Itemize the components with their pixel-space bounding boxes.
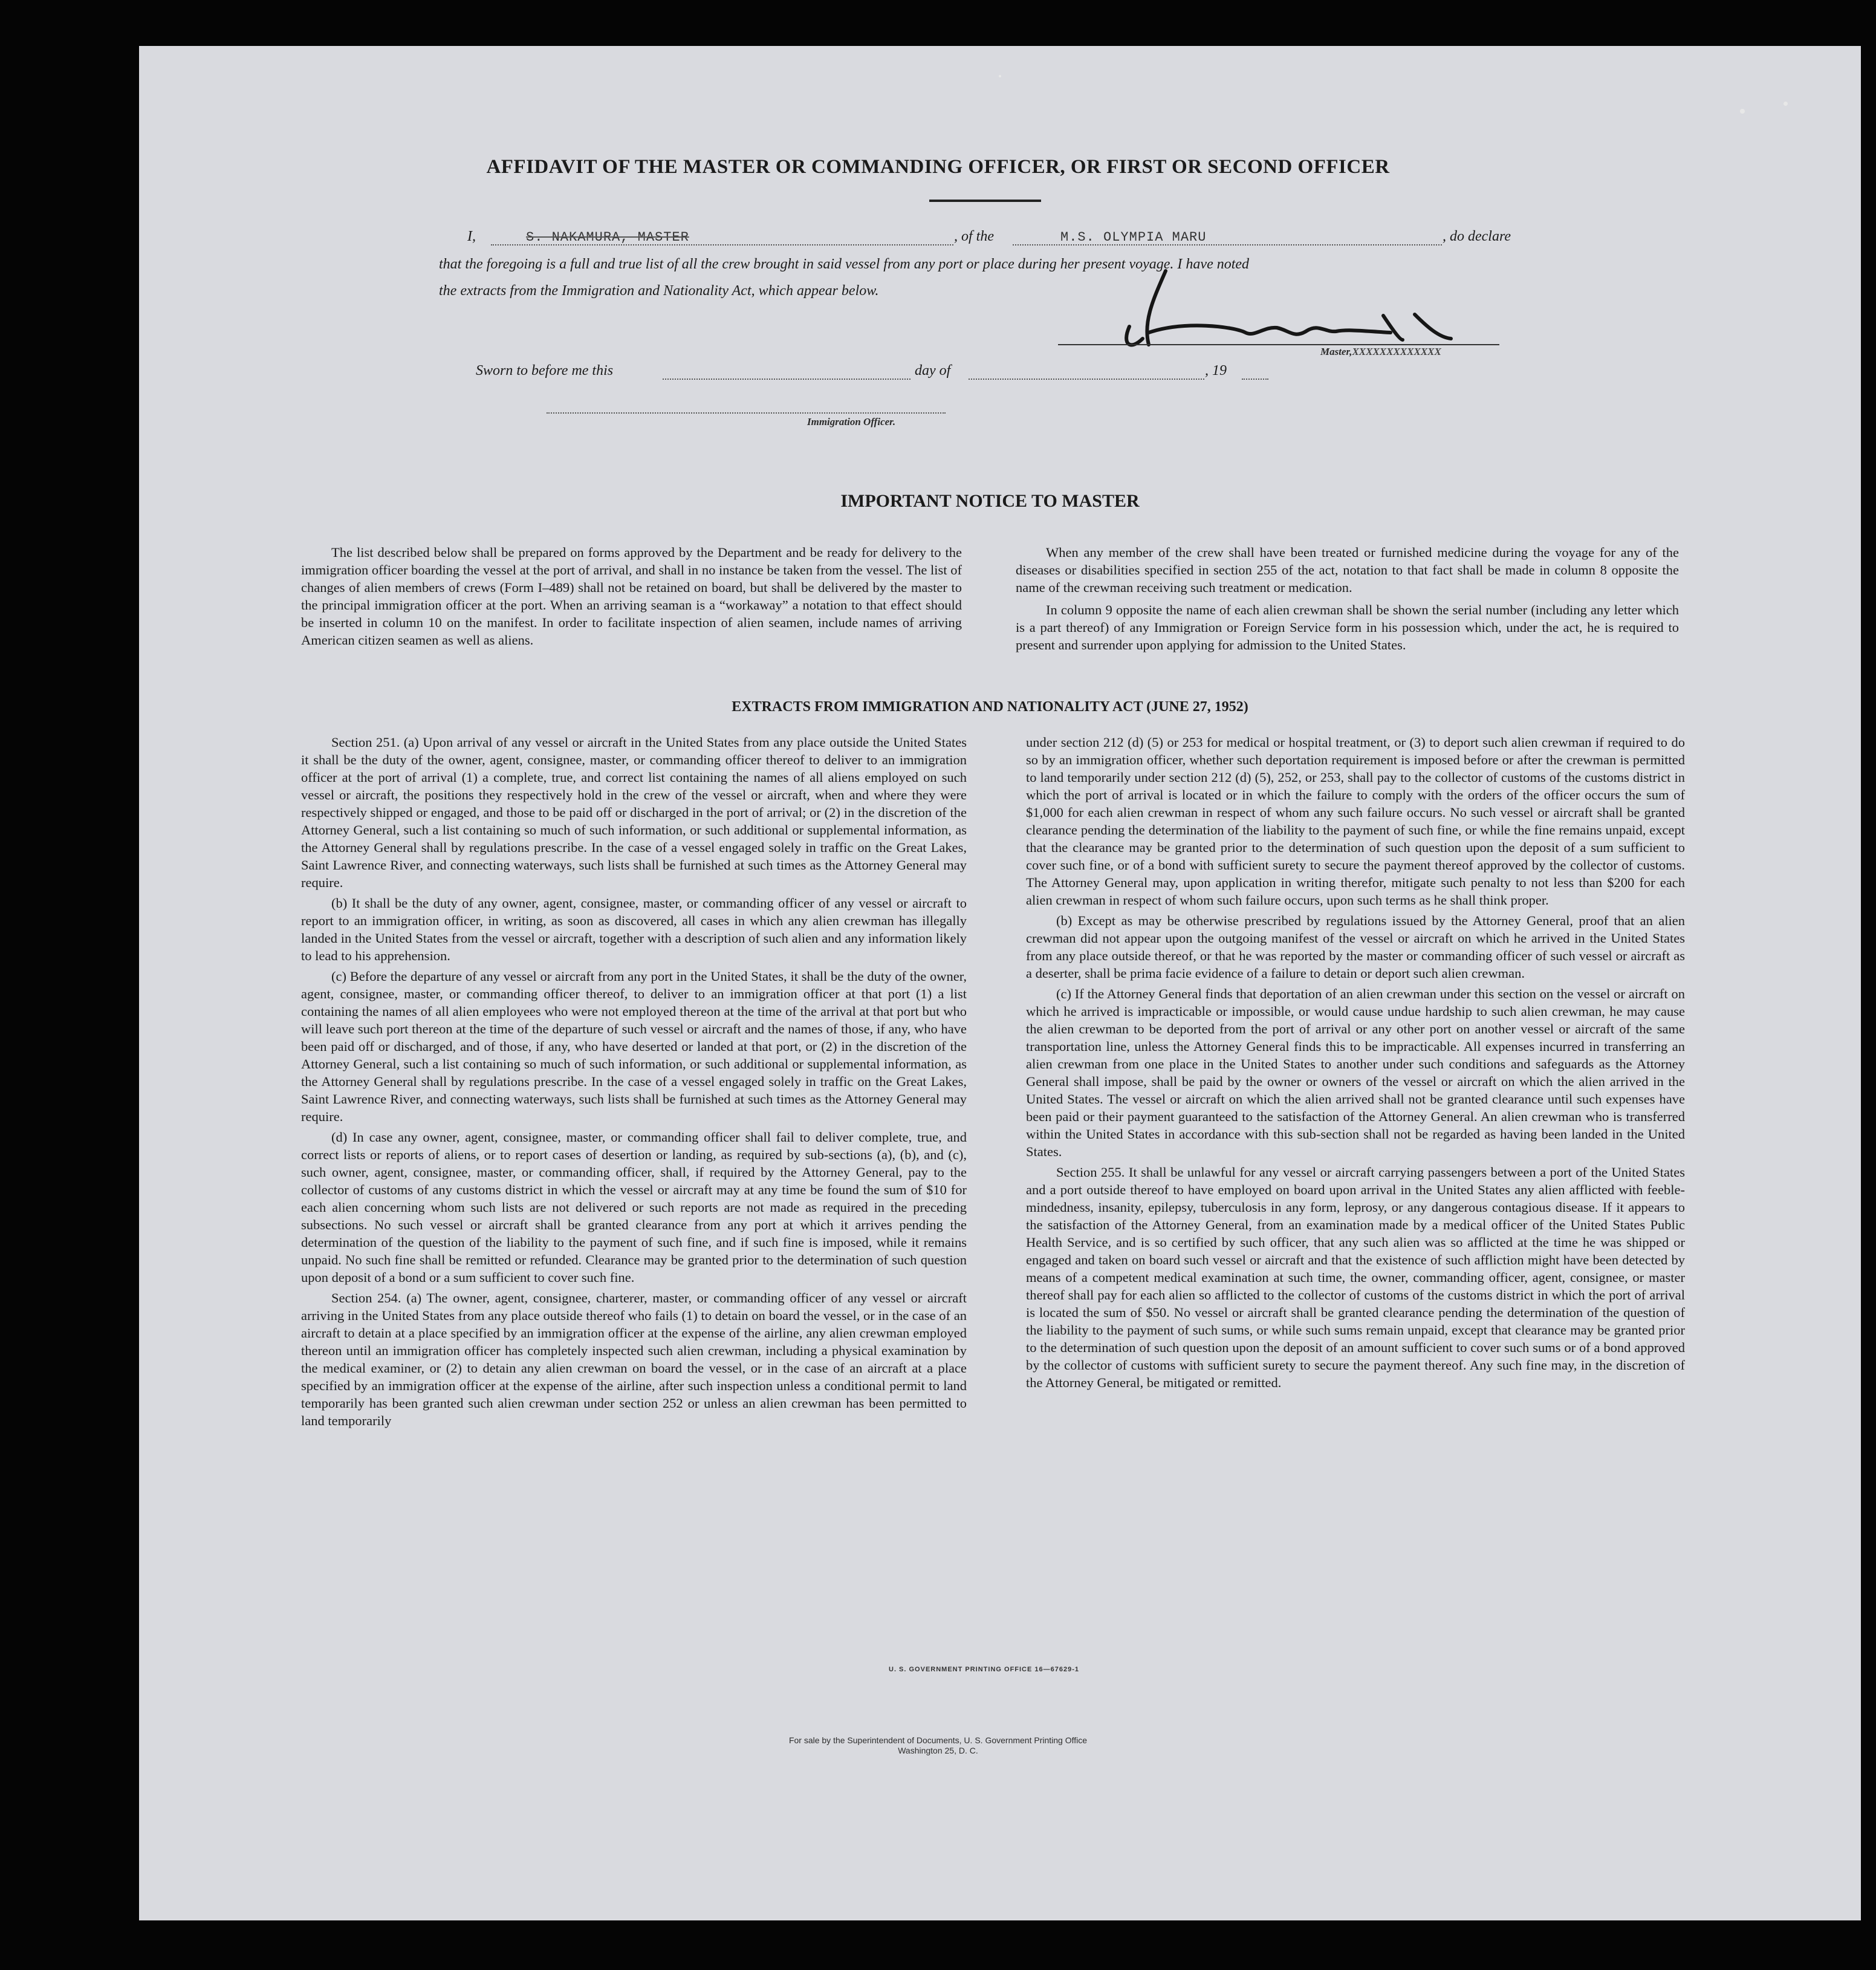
notice-left-paragraph: The list described below shall be prepared on forms approved by the Department and be ready for delivery to the immigration officer boarding the vessel at the port of arrival, and shall in no instance be taken from the vessel. The list of changes of alien members of crews (Form I–489) shall not be retained on board, but shall be delivered by the master to the principal immigration officer at the port. When an arriving seaman is a “workaway” a notation to that effect should be inserted in column 10 on the manifest. In order to facilitate inspection of alien seamen, include names of arriving American citizen seamen as well as aliens. xyxy=(301,545,962,648)
sworn-label: Sworn to before me this xyxy=(476,363,614,379)
section-255: Section 255. It shall be unlawful for any vessel or aircraft carrying passengers between a port of the United States and a port outside thereof to have employed on board upon arrival in the United States any alien afflicted with feeble-mindedness, insanity, epilepsy, tuberculosis in any form, leprosy, or any dangerous contagious disease. If it appears to the satisfaction of the Attorney General, from an examination made by a medical officer of the United States Public Health Service, and is so certified by such officer, that any such alien was so afflicted at the time he was shipped or engaged and taken on board such vessel or aircraft and that the existence of such affliction might have been detected by means of a competent medical examination at such time, the owner, commanding officer, agent, consignee, or master thereof shall pay for each alien so afflicted to the collector of customs of the customs district in which the port of arrival is located the sum of $50. No vessel or aircraft shall be granted clearance pending the determination of the question of the liability to the payment of such sums, or while such sums remain unpaid, except that clearance may be granted prior to the determination of such question upon the deposit of an amount sufficient to cover such sums or of a bond approved by the collector of customs with sufficient surety to secure the payment thereof. Any such fine may, in the discretion of the Attorney General, be mitigated or remitted. xyxy=(1026,1165,1685,1390)
section-254-b: (b) Except as may be otherwise prescribed by regulations issued by the Attorney General, proof that an alien crewman did not appear upon the outgoing manifest of the vessel or aircraft on which he arrived in the United States from any place outside thereof, or that he was reported by the master or commanding officer of such vessel or aircraft as a deserter, shall be prima facie evidence of a failure to detain or deport such alien crewman. xyxy=(1026,913,1685,981)
notice-right-paragraph: When any member of the crew shall have been treated or furnished medicine during the voyage for any of the diseases or disabilities specified in section 255 of the act, notation to that fact shall be made in column 8 opposite the name of the crewman receiving such treatment or medication. xyxy=(1016,545,1679,595)
affidavit-title: AFFIDAVIT OF THE MASTER OR COMMANDING OFFICER, OR FIRST OR SECOND OFFICER xyxy=(486,156,1390,178)
gpo-imprint: U. S. GOVERNMENT PRINTING OFFICE 16—67629-1 xyxy=(889,1666,1080,1673)
extracts-right-column xyxy=(1026,733,1685,1394)
section-251-b: (b) It shall be the duty of any owner, agent, consignee, master, or commanding officer of any vessel or aircraft to report to an immigration officer, in writing, as soon as discovered, all cases in which any alien crewman has illegally landed in the United States from the vessel or aircraft, together with a description of such alien and any information likely to lead to his apprehension. xyxy=(301,896,967,963)
notice-left-column xyxy=(301,544,962,652)
section-251-c: (c) Before the departure of any vessel or aircraft from any port in the United States, it shall be the duty of the owner, agent, consignee, master, or commanding officer thereof, to deliver to an immigration officer at that port (1) a list containing the names of all alien employees who were not employed thereon at the time of the arrival at that port but who will leave such port thereon at the time of the departure of such vessel or aircraft and the names of those, if any, who have been paid off or discharged, and of those, if any, who have deserted or landed at that port, or (2) in the discretion of the Attorney General, such a list containing so much of such information, or such additional or supplemental information, as the Attorney General shall by regulations prescribe. In the case of a vessel engaged solely in traffic on the Great Lakes, Saint Lawrence River, and connecting waterways, such lists shall be furnished at such times as the Attorney General may require. xyxy=(301,969,967,1124)
section-254-a-continued: under section 212 (d) (5) or 253 for medical or hospital treatment, or (3) to deport such alien crewman if required to do so by an immigration officer, whether such deportation requirement is imposed before or after the crewman is permitted to land temporarily under section 212 (d) (5), 252, or 253, shall pay to the collector of customs of the customs district in which the port of arrival is located or in which the failure to comply with the orders of the officer occurs the sum of $1,000 for each alien crewman in respect of whom any such failure occurs. No such vessel or aircraft shall be granted clearance pending the determination of the liability to the payment of such fine, or while the fine remains unpaid, except that the clearance may be granted prior to the determination of such question upon the deposit of a sum sufficient to cover such fine, or of a bond with sufficient surety to secure the payment thereof approved by the collector of customs. The Attorney General may, upon application in writing therefor, mitigate such penalty to not less than $200 for each alien crewman in respect of whom such failure occurs, upon such terms as he shall think proper. xyxy=(1026,735,1685,908)
section-251-a: Section 251. (a) Upon arrival of any vessel or aircraft in the United States from any place outside the United States it shall be the duty of the owner, agent, consignee, master, or commanding officer thereof to deliver to an immigration officer at the port of arrival (1) a complete, true, and correct list containing the names of all aliens employed on such vessel or aircraft, the positions they respectively hold in the crew of the vessel or aircraft, when and where they were respectively shipped or engaged, and those to be paid off or discharged in the port of arrival; or (2) in the discretion of the Attorney General, such a list containing so much of such information, or such additional or supplemental information, as the Attorney General shall by regulations prescribe. In the case of a vessel engaged solely in traffic on the Great Lakes, Saint Lawrence River, and connecting waterways, such lists shall be furnished at such times as the Attorney General may require. xyxy=(301,735,967,890)
master-signature xyxy=(1052,260,1511,357)
do-declare-label: , do declare xyxy=(1443,229,1511,244)
section-251-d: (d) In case any owner, agent, consignee, master, or commanding officer shall fail to deliver complete, true, and correct lists or reports of aliens, or to report cases of desertion or landing, as required by sub-sections (a), (b), and (c), such owner, agent, consignee, master, or commanding officer, shall, if required by the Attorney General, pay to the collector of customs of any customs district in which the vessel or aircraft may at any time be found the sum of $10 for each alien concerning whom such lists are not delivered or such reports are not made as required in the preceding subsections. No such vessel or aircraft shall be granted clearance from any port at which it arrives pending the determination of the question of the liability to the payment of such fine, and if such fine is imposed, while it remains unpaid. No such fine shall be remitted or refunded. Clearance may be granted prior to the determination of such question upon deposit of a bond or a sum sufficient to cover such fine. xyxy=(301,1130,967,1285)
declaration-line-2: that the foregoing is a full and true list of all the crew brought in said vessel from any port or place during her present voyage. I have noted xyxy=(439,256,1250,272)
scan-speck xyxy=(999,75,1001,77)
scan-speck xyxy=(1740,109,1745,114)
sworn-month-line xyxy=(969,379,1204,380)
i-label: I, xyxy=(467,229,476,244)
section-254-c: (c) If the Attorney General finds that deportation of an alien crewman under this section on the vessel or aircraft on which he arrived is impracticable or impossible, or would cause undue hardship to such alien crewman, he may cause the alien crewman to be deported from the port of arrival or any other port on another vessel or aircraft of the same transportation line, unless the Attorney General finds this to be impracticable. All expenses incurred in transferring an alien crewman from one place in the United States to another under such conditions and safeguards as the Attorney General shall impose, shall be paid by the owner or owners of the vessel or aircraft on which the alien arrived in the United States. The vessel or aircraft on which the alien arrived shall not be granted clearance until such expenses have been paid or their payment guaranteed to the satisfaction of the Attorney General. An alien crewman who is transferred within the United States in accordance with this sub-section shall not be regarded as having been landed in the United States. xyxy=(1026,986,1685,1159)
notice-title: IMPORTANT NOTICE TO MASTER xyxy=(840,491,1140,511)
extracts-left-column xyxy=(301,733,967,1432)
notice-right-column xyxy=(1016,544,1679,657)
struck-title-text: XXXXXXXXXXXXX xyxy=(1352,346,1441,357)
declaration-line-3: the extracts from the Immigration and Nationality Act, which appear below. xyxy=(439,283,879,299)
sworn-year-line xyxy=(1242,379,1268,380)
master-name-field[interactable]: S. NAKAMURA, MASTER xyxy=(526,230,689,245)
sale-notice-line-1: For sale by the Superintendent of Documents, U. S. Government Printing Office xyxy=(788,1735,1088,1745)
of-the-label: , of the xyxy=(954,229,994,244)
vessel-name-field[interactable]: M.S. OLYMPIA MARU xyxy=(1060,230,1207,245)
title-rule xyxy=(929,200,1041,202)
master-label: Master,XXXXXXXXXXXXX xyxy=(1320,346,1441,357)
sale-notice-line-2: Washington 25, D. C. xyxy=(898,1746,978,1755)
extracts-title: EXTRACTS FROM IMMIGRATION AND NATIONALITY ACT (JUNE 27, 1952) xyxy=(732,699,1248,715)
scan-speck xyxy=(1783,102,1788,106)
section-254-a: Section 254. (a) The owner, agent, consignee, charterer, master, or commanding officer of any vessel or aircraft arriving in the United States from any place outside thereof who fails (1) to detain on board the vessel, or in the case of an aircraft to detain at a place specified by an immigration officer at the expense of the airline, any alien crewman employed thereon until an immigration officer has completely inspected such alien crewman, including a physical examination by the medical examiner, or (2) to detain any alien crewman on board the vessel, or in the case of an aircraft at a place specified by an immigration officer at the expense of the airline, after such inspection unless a conditional permit to land temporarily has been granted such alien crewman under section 252 or unless an alien crewman has been permitted to land temporarily xyxy=(301,1290,967,1428)
officer-signature-line xyxy=(547,412,946,414)
sworn-day-line xyxy=(663,379,910,380)
notice-right-paragraph: In column 9 opposite the name of each alien crewman shall be shown the serial number (including any letter which is a part thereof) of any Immigration or Foreign Service form in his possession which, under the act, he is required to present and surrender upon applying for admission to the United States. xyxy=(1016,602,1679,652)
day-of-label: day of xyxy=(915,363,951,379)
year-label: , 19 xyxy=(1205,363,1227,379)
sale-notice xyxy=(0,1735,1876,1756)
immigration-officer-label: Immigration Officer. xyxy=(807,416,896,427)
